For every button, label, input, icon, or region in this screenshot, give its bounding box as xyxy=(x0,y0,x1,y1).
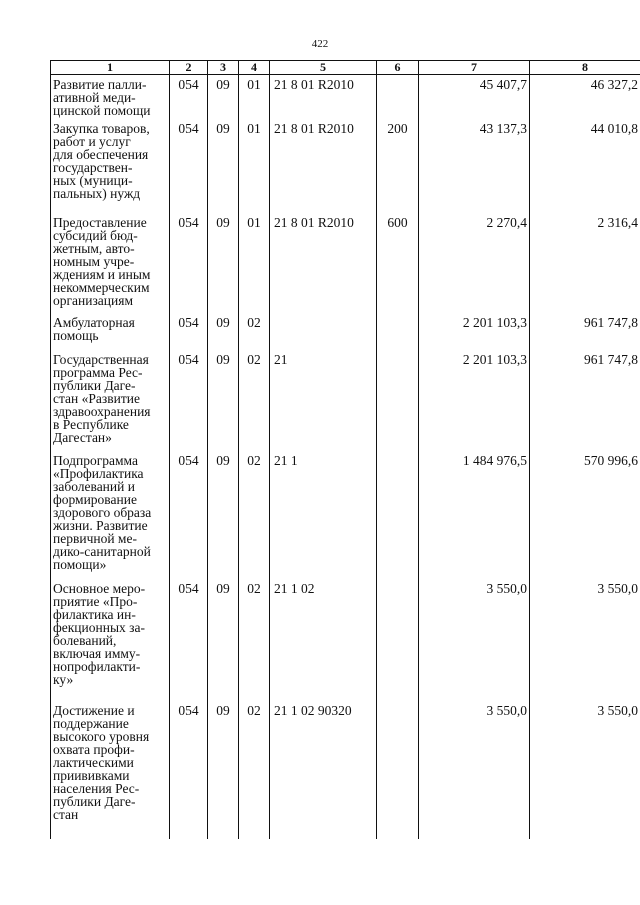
col-header-7: 7 xyxy=(419,61,530,75)
table-row xyxy=(51,119,640,213)
row-section-code: 09 xyxy=(208,213,239,313)
table-row xyxy=(51,579,640,701)
row-admin-code: 054 xyxy=(170,701,208,831)
row-name: Государственная программа Рес- публики Даге- стан «Развитие здравоохранения в Республике Дагестан» xyxy=(51,350,170,451)
row-section-code: 09 xyxy=(208,701,239,831)
row-subsection-code: 01 xyxy=(239,119,270,213)
row-target-code: 21 8 01 R2010 xyxy=(270,75,377,119)
filler-cell xyxy=(239,831,270,839)
row-subsection-code: 02 xyxy=(239,313,270,350)
row-target-code: 21 1 02 xyxy=(270,579,377,701)
table-row xyxy=(51,213,640,313)
row-expense-type: 200 xyxy=(377,119,419,213)
row-expense-type xyxy=(377,350,419,451)
row-admin-code: 054 xyxy=(170,213,208,313)
row-subsection-code: 01 xyxy=(239,75,270,119)
row-admin-code: 054 xyxy=(170,119,208,213)
filler-cell xyxy=(170,831,208,839)
row-name: Закупка товаров, работ и услуг для обеспечения государствен- ных (муници- пальных) нужд xyxy=(51,119,170,213)
row-sum-col8: 3 550,0 xyxy=(530,579,640,701)
row-sum-col8: 961 747,8 xyxy=(530,313,640,350)
row-target-code xyxy=(270,313,377,350)
budget-table xyxy=(50,60,640,839)
row-sum-col7: 43 137,3 xyxy=(419,119,530,213)
row-name: Подпрограмма «Профилактика заболеваний и формирование здорового образа жизни. Развитие первичной ме- дико-санитарной помощи» xyxy=(51,451,170,579)
row-expense-type xyxy=(377,75,419,119)
table-row xyxy=(51,701,640,831)
table-row xyxy=(51,350,640,451)
row-target-code: 21 1 02 90320 xyxy=(270,701,377,831)
page-number: 422 xyxy=(311,38,329,50)
row-sum-col7: 1 484 976,5 xyxy=(419,451,530,579)
row-expense-type xyxy=(377,579,419,701)
row-section-code: 09 xyxy=(208,75,239,119)
table-body xyxy=(51,75,640,839)
row-name: Предоставление субсидий бюд- жетным, авто- номным учре- ждениям и иным некоммерческим организациям xyxy=(51,213,170,313)
table-filler-row xyxy=(51,831,640,839)
filler-cell xyxy=(530,831,640,839)
table-row xyxy=(51,451,640,579)
row-sum-col7: 2 201 103,3 xyxy=(419,313,530,350)
row-admin-code: 054 xyxy=(170,350,208,451)
row-subsection-code: 01 xyxy=(239,213,270,313)
row-sum-col8: 44 010,8 xyxy=(530,119,640,213)
row-name: Достижение и поддержание высокого уровня охвата профи- лактическими приививками населения Рес- публики Даге- стан xyxy=(51,701,170,831)
row-expense-type xyxy=(377,313,419,350)
row-admin-code: 054 xyxy=(170,451,208,579)
table-row xyxy=(51,313,640,350)
row-name: Развитие палли- ативной меди- цинской помощи xyxy=(51,75,170,119)
filler-cell xyxy=(208,831,239,839)
row-subsection-code: 02 xyxy=(239,701,270,831)
row-admin-code: 054 xyxy=(170,579,208,701)
row-sum-col7: 2 201 103,3 xyxy=(419,350,530,451)
row-sum-col7: 45 407,7 xyxy=(419,75,530,119)
filler-cell xyxy=(270,831,377,839)
row-admin-code: 054 xyxy=(170,75,208,119)
col-header-8: 8 xyxy=(530,61,640,75)
row-expense-type xyxy=(377,451,419,579)
row-expense-type: 600 xyxy=(377,213,419,313)
table-row xyxy=(51,75,640,119)
row-sum-col8: 3 550,0 xyxy=(530,701,640,831)
row-target-code: 21 1 xyxy=(270,451,377,579)
row-sum-col8: 961 747,8 xyxy=(530,350,640,451)
row-sum-col8: 2 316,4 xyxy=(530,213,640,313)
row-sum-col8: 46 327,2 xyxy=(530,75,640,119)
row-name: Основное меро- приятие «Про- филактика ин- фекционных за- болеваний, включая имму- нопрофилакти- ку» xyxy=(51,579,170,701)
filler-cell xyxy=(377,831,419,839)
row-name: Амбулаторная помощь xyxy=(51,313,170,350)
row-sum-col8: 570 996,6 xyxy=(530,451,640,579)
row-sum-col7: 2 270,4 xyxy=(419,213,530,313)
col-header-2: 2 xyxy=(170,61,208,75)
row-section-code: 09 xyxy=(208,119,239,213)
col-header-3: 3 xyxy=(208,61,239,75)
row-sum-col7: 3 550,0 xyxy=(419,701,530,831)
filler-cell xyxy=(419,831,530,839)
col-header-6: 6 xyxy=(377,61,419,75)
row-target-code: 21 8 01 R2010 xyxy=(270,119,377,213)
row-expense-type xyxy=(377,701,419,831)
col-header-5: 5 xyxy=(270,61,377,75)
row-admin-code: 054 xyxy=(170,313,208,350)
row-section-code: 09 xyxy=(208,579,239,701)
row-section-code: 09 xyxy=(208,350,239,451)
row-section-code: 09 xyxy=(208,313,239,350)
filler-cell xyxy=(51,831,170,839)
row-subsection-code: 02 xyxy=(239,451,270,579)
row-section-code: 09 xyxy=(208,451,239,579)
budget-table-container xyxy=(50,60,640,839)
row-subsection-code: 02 xyxy=(239,579,270,701)
row-subsection-code: 02 xyxy=(239,350,270,451)
row-target-code: 21 xyxy=(270,350,377,451)
row-sum-col7: 3 550,0 xyxy=(419,579,530,701)
col-header-1: 1 xyxy=(51,61,170,75)
header-row xyxy=(51,61,640,75)
col-header-4: 4 xyxy=(239,61,270,75)
row-target-code: 21 8 01 R2010 xyxy=(270,213,377,313)
